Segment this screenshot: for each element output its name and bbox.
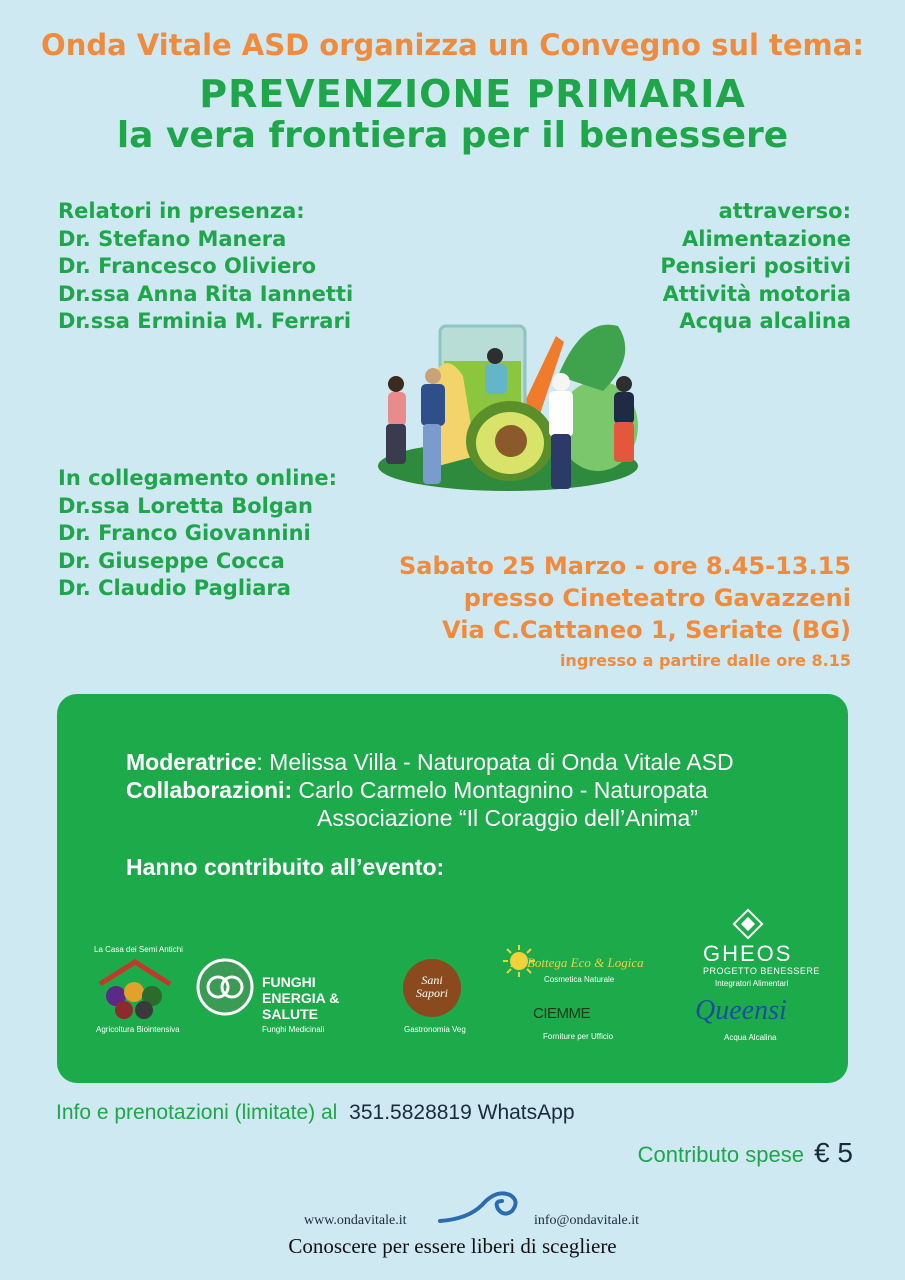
website-link[interactable]: www.ondavitale.it	[304, 1213, 407, 1228]
event-date-time: Sabato 25 Marzo - ore 8.45-13.15	[398, 552, 851, 580]
phone-number[interactable]: 351.5828819 WhatsApp	[349, 1101, 575, 1124]
person-head	[616, 376, 632, 392]
diamond-icon	[732, 908, 764, 940]
speakers-online-heading: In collegamento online:	[58, 466, 338, 490]
person-legs	[423, 424, 441, 484]
sponsor-caption: Forniture per Ufficio	[543, 1032, 614, 1041]
sponsor-caption: Agricoltura Biointensiva	[96, 1025, 180, 1034]
topics-list	[660, 198, 851, 336]
person-head	[487, 348, 503, 364]
topic-item: Acqua alcalina	[679, 309, 851, 333]
topic-item: Pensieri positivi	[660, 254, 851, 278]
person-legs	[614, 422, 634, 462]
speakers-present-list	[58, 198, 353, 336]
speaker-name: Dr. Franco Giovannini	[58, 521, 311, 545]
event-address: Via C.Cattaneo 1, Seriate (BG)	[442, 616, 851, 644]
topic-item: Attività motoria	[662, 281, 851, 306]
speaker-name: Dr.ssa Erminia M. Ferrari	[58, 309, 352, 333]
info-line	[56, 1101, 575, 1125]
topics-heading: attraverso:	[718, 199, 851, 223]
cost-line	[638, 1137, 853, 1169]
wave-logo-icon	[438, 1185, 520, 1227]
avocado-seed-shape	[495, 425, 527, 457]
mushroom-spiral-logo	[196, 958, 254, 1016]
organizer-line: Onda Vitale ASD organizza un Convegno sul tema:	[41, 28, 864, 62]
person-body	[485, 364, 507, 394]
sponsor-name: GHEOS	[703, 941, 793, 966]
sponsor-name: La Bottega Eco & Logica	[510, 955, 644, 970]
speaker-name: Dr. Giuseppe Cocca	[58, 548, 285, 573]
person-legs	[386, 424, 406, 464]
cost-label: Contributo spese	[637, 1142, 804, 1167]
person-body	[614, 392, 634, 424]
sponsor-caption: Acqua Alcalina	[724, 1033, 777, 1042]
email-link[interactable]: info@ondavitale.it	[534, 1213, 640, 1228]
event-subtitle: la vera frontiera per il benessere	[116, 115, 789, 156]
sponsor-name: FUNGHI ENERGIA & SALUTE	[262, 974, 340, 1022]
moderator-label: Moderatrice	[126, 749, 257, 775]
person-head	[425, 368, 441, 384]
topic-item: Alimentazione	[682, 226, 851, 251]
sponsor-name: Queensi	[695, 995, 787, 1026]
speaker-name: Dr.ssa Anna Rita Iannetti	[58, 281, 354, 306]
event-title: PREVENZIONE PRIMARIA	[199, 72, 746, 116]
sponsor-caption: Cosmetica Naturale	[544, 975, 615, 984]
credits-text	[126, 748, 734, 832]
collaborations-value: Carlo Carmelo Montagnino - Naturopata	[298, 777, 708, 803]
collaborations-value-2: Associazione “Il Coraggio dell’Anima”	[317, 805, 698, 831]
person-body	[421, 384, 445, 426]
chef-legs	[551, 434, 571, 489]
healthy-lifestyle-illustration	[368, 316, 658, 501]
motto: Conoscere per essere liberi di scegliere	[288, 1234, 617, 1258]
cost-value: € 5	[814, 1137, 853, 1168]
sponsor-caption: Funghi Medicinali	[262, 1025, 325, 1034]
speakers-present-heading: Relatori in presenza:	[58, 199, 305, 223]
person-body	[388, 392, 406, 426]
event-entry-time: ingresso a partire dalle ore 8.15	[559, 651, 851, 670]
speakers-online-list	[58, 465, 337, 603]
speaker-name: Dr. Francesco Oliviero	[58, 254, 317, 278]
sponsor-name: Sani Sapori	[415, 973, 448, 1000]
info-text: Info e prenotazioni (limitate) al	[56, 1101, 338, 1124]
event-venue: presso Cineteatro Gavazzeni	[463, 584, 851, 612]
moderator-value: : Melissa Villa - Naturopata di Onda Vitale ASD	[256, 749, 734, 775]
sponsor-subtitle: PROGETTO BENESSERE	[703, 966, 820, 976]
sponsor-caption: Integratori Alimentari	[715, 979, 789, 988]
speaker-name: Dr. Claudio Pagliara	[58, 576, 291, 600]
contributors-title: Hanno contribuito all’evento:	[126, 854, 445, 880]
event-details	[399, 550, 851, 676]
collaborations-label: Collaborazioni:	[126, 777, 293, 803]
sponsor-name: La Casa dei Semi Antichi	[94, 945, 183, 954]
chef-body	[549, 391, 573, 437]
speaker-name: Dr.ssa Loretta Bolgan	[58, 493, 314, 518]
sponsor-caption: Gastronomia Veg	[404, 1025, 466, 1034]
sponsor-name: CIEMME	[533, 1005, 590, 1022]
chef-hat	[552, 373, 570, 391]
speaker-name: Dr. Stefano Manera	[58, 226, 287, 251]
person-head	[388, 376, 404, 392]
house-seeds-logo	[96, 958, 174, 1020]
